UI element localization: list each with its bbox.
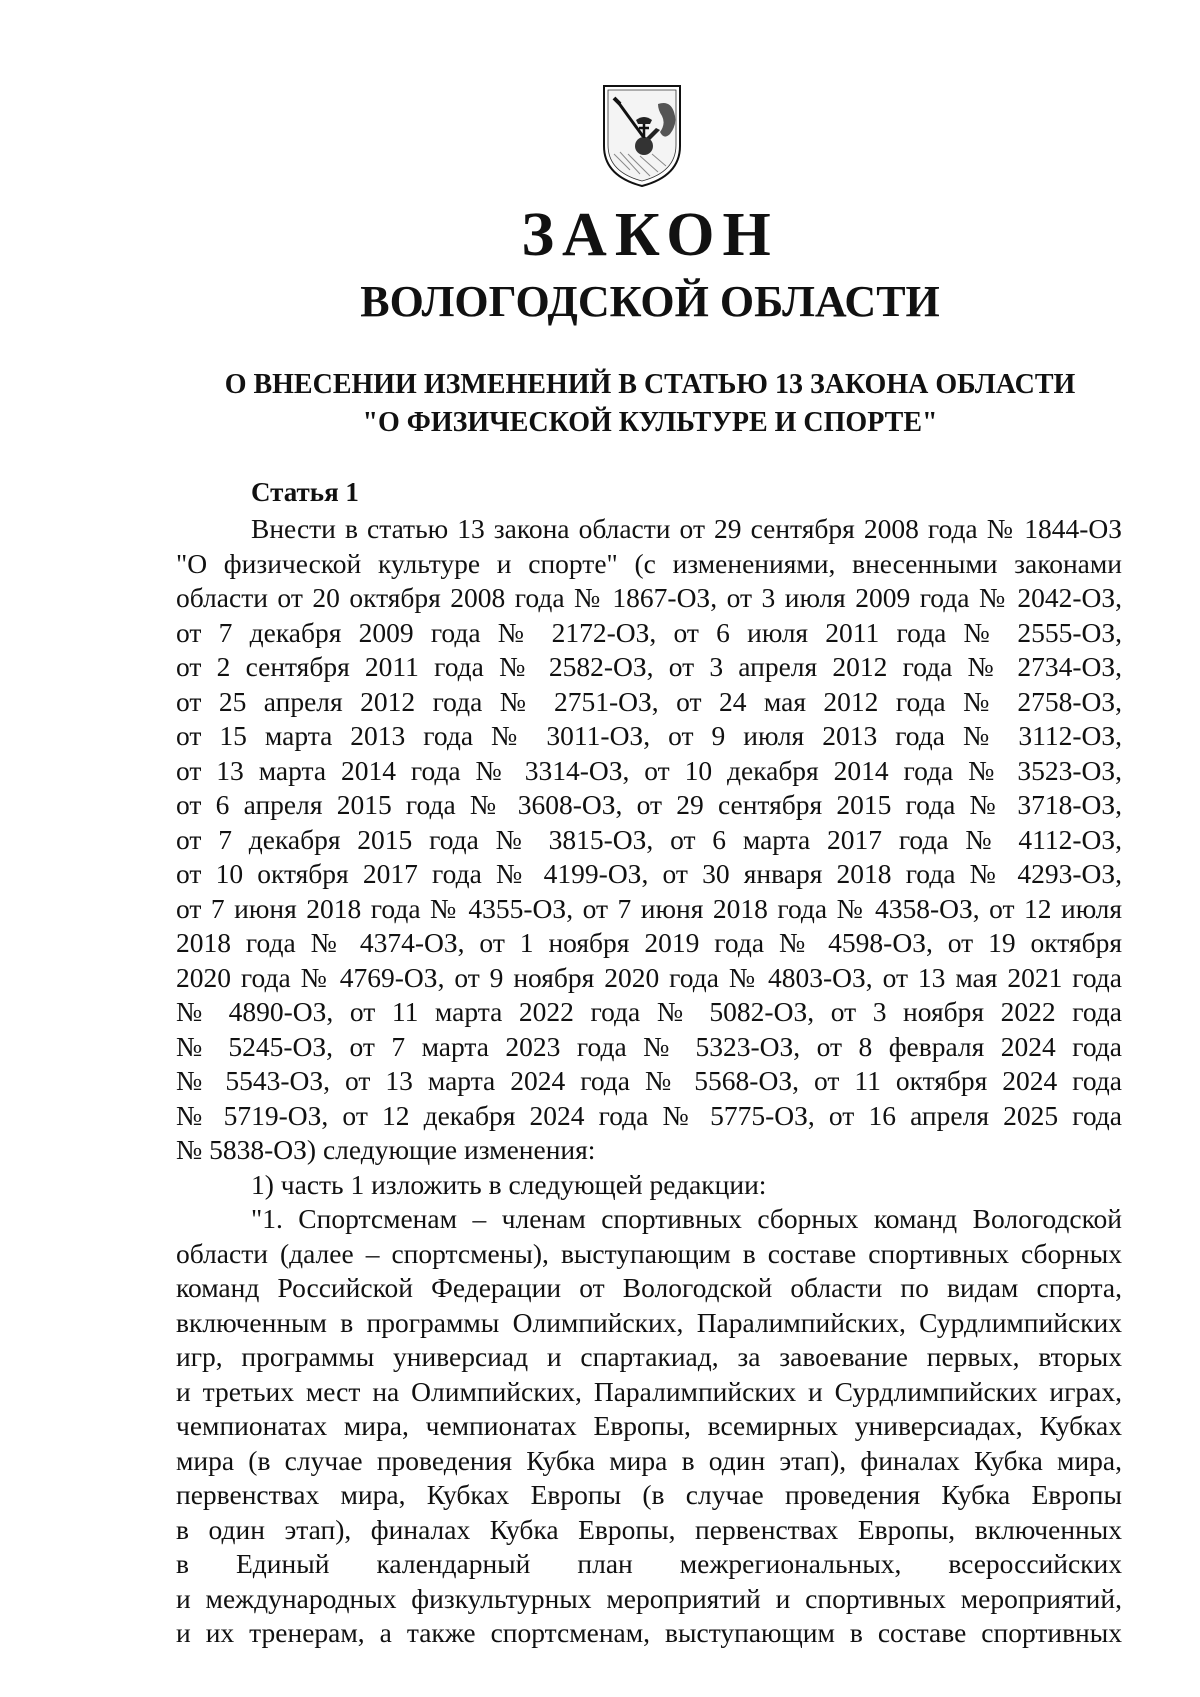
text-line: № 5838-ОЗ) следующие изменения: xyxy=(176,1134,596,1165)
text-line: от 10 октября 2017 года № 4199-ОЗ, от 30 января 2018 года № 4293-ОЗ, xyxy=(176,858,1122,889)
text-line: 2018 года № 4374-ОЗ, от 1 ноября 2019 года № 4598-ОЗ, от 19 октября xyxy=(176,927,1122,958)
text-line: № 5719-ОЗ, от 12 декабря 2024 года № 5775-ОЗ, от 16 апреля 2025 года xyxy=(176,1099,1122,1131)
text-line: области от 20 октября 2008 года № 1867-ОЗ, от 3 июля 2009 года № 2042-ОЗ, xyxy=(176,582,1122,613)
text-line: от 25 апреля 2012 года № 2751-ОЗ, от 24 мая 2012 года № 2758-ОЗ, xyxy=(176,685,1122,717)
text-line: 2020 года № 4769-ОЗ, от 9 ноября 2020 года № 4803-ОЗ, от 13 мая 2021 года xyxy=(176,961,1122,993)
text-line: "О физической культуре и спорте" (с изменениями, внесенными законами xyxy=(176,547,1122,579)
document-type-title: ЗАКОН xyxy=(521,201,779,269)
article-body xyxy=(176,512,1122,1651)
text-line: № 4890-ОЗ, от 11 марта 2022 года № 5082-ОЗ, от 3 ноября 2022 года xyxy=(176,996,1122,1027)
text-line: от 7 декабря 2015 года № 3815-ОЗ, от 6 марта 2017 года № 4112-ОЗ, xyxy=(176,823,1122,855)
text-line: "1. Спортсменам – членам спортивных сборных команд Вологодской xyxy=(251,1203,1122,1234)
text-line: от 13 марта 2014 года № 3314-ОЗ, от 10 декабря 2014 года № 3523-ОЗ, xyxy=(176,754,1122,786)
text-line: в Единый календарный план межрегиональных, всероссийских xyxy=(176,1548,1122,1579)
text-line: 1) часть 1 изложить в следующей редакции: xyxy=(251,1168,767,1200)
text-line: № 5245-ОЗ, от 7 марта 2023 года № 5323-ОЗ, от 8 февраля 2024 года xyxy=(176,1030,1122,1062)
text-line: от 7 июня 2018 года № 4355-ОЗ, от 7 июня 2018 года № 4358-ОЗ, от 12 июля xyxy=(176,892,1122,924)
text-line: команд Российской Федерации от Вологодской области по видам спорта, xyxy=(176,1272,1122,1303)
text-line: от 7 декабря 2009 года № 2172-ОЗ, от 6 июля 2011 года № 2555-ОЗ, xyxy=(176,616,1122,648)
text-line: и их тренерам, а также спортсменам, выступающим в составе спортивных xyxy=(176,1617,1122,1648)
vologda-coat-of-arms-icon xyxy=(600,84,684,188)
article-heading: Статья 1 xyxy=(251,477,359,507)
text-line: и международных физкультурных мероприятий и спортивных мероприятий, xyxy=(176,1582,1122,1614)
region-title: ВОЛОГОДСКОЙ ОБЛАСТИ xyxy=(360,277,940,326)
text-line: от 15 марта 2013 года № 3011-ОЗ, от 9 июля 2013 года № 3112-ОЗ, xyxy=(176,720,1122,751)
text-line: включенным в программы Олимпийских, Паралимпийских, Сурдлимпийских xyxy=(176,1306,1122,1338)
text-line: от 6 апреля 2015 года № 3608-ОЗ, от 29 сентября 2015 года № 3718-ОЗ, xyxy=(176,789,1122,820)
subject-line: "О ФИЗИЧЕСКОЙ КУЛЬТУРЕ И СПОРТЕ" xyxy=(362,407,938,438)
text-line: № 5543-ОЗ, от 13 марта 2024 года № 5568-ОЗ, от 11 октября 2024 года xyxy=(176,1065,1122,1096)
text-line: области (далее – спортсмены), выступающим в составе спортивных сборных xyxy=(176,1237,1122,1269)
text-line: Внести в статью 13 закона области от 29 сентября 2008 года № 1844-ОЗ xyxy=(251,513,1122,544)
text-line: чемпионатах мира, чемпионатах Европы, всемирных универсиадах, Кубках xyxy=(176,1410,1122,1441)
text-line: первенствах мира, Кубках Европы (в случае проведения Кубка Европы xyxy=(176,1479,1122,1510)
text-line: и третьих мест на Олимпийских, Паралимпийских и Сурдлимпийских играх, xyxy=(176,1375,1122,1407)
text-line: от 2 сентября 2011 года № 2582-ОЗ, от 3 апреля 2012 года № 2734-ОЗ, xyxy=(176,651,1122,682)
text-line: в один этап), финалах Кубка Европы, первенствах Европы, включенных xyxy=(176,1513,1122,1545)
text-line: игр, программы универсиад и спартакиад, за завоевание первых, вторых xyxy=(176,1341,1122,1372)
text-line: мира (в случае проведения Кубка мира в один этап), финалах Кубка мира, xyxy=(176,1444,1122,1476)
subject-line: О ВНЕСЕНИИ ИЗМЕНЕНИЙ В СТАТЬЮ 13 ЗАКОНА ОБЛАСТИ xyxy=(224,369,1076,400)
law-subject xyxy=(0,366,1200,442)
